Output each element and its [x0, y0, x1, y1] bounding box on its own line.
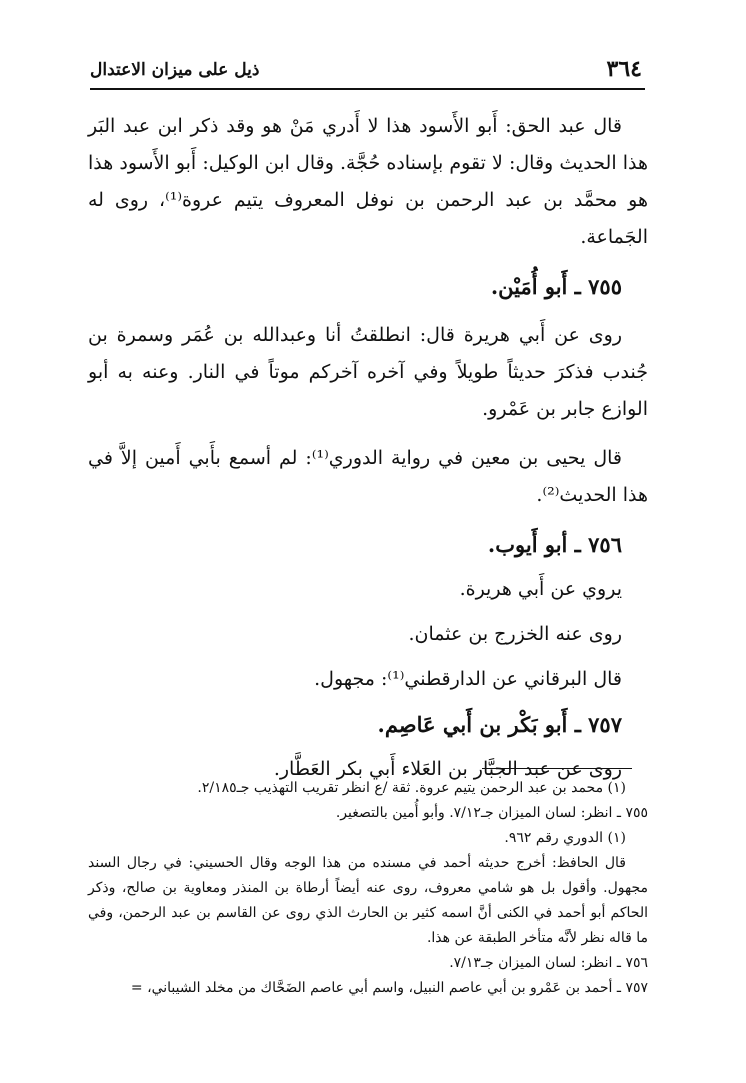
paragraph-755-ibn-main: قال يحيى بن معين في رواية الدوري⁽¹⁾: لم أسمع بأَبي أَمين إلاَّ في هذا الحديث⁽²⁾.	[88, 447, 648, 506]
entry-heading-757: ٧٥٧ ـ أَبو بَكْر بن أَبي عَاصِم.	[377, 712, 622, 737]
page-header	[90, 56, 642, 86]
footnote: (١) محمد بن عبد الرحمن يتيم عروة. ثقة /ع انظر تقريب التهذيب جـ٢/١٨٥.	[197, 780, 626, 796]
footnote: ٧٥٥ ـ انظر: لسان الميزان جـ٧/١٢. وأبو أُمين بالتصغير.	[335, 805, 648, 821]
entry-heading-756: ٧٥٦ ـ أبو أَيوب.	[487, 532, 622, 557]
paragraph-abd-al-haqq: قال عبد الحق: أَبو الأَسود هذا لا أَدري مَنْ هو وقد ذكر ابن عبد البَر هذا الحديث وقال: لا تقوم بإسناده حُجَّة. وقال ابن الوكيل: أَبو الأَسود هذا هو محمَّد بن عبد الرحمن بن نوفل المعروف يتيم عروة⁽¹⁾، روى له الجَماعة.	[88, 115, 649, 248]
running-title: ذيل على ميزان الاعتدال	[90, 60, 260, 80]
paragraph-757-narration: روى عن عبد الجبَّار بن العَلاء أَبي بكر العَطَّار.	[273, 758, 622, 780]
footnote: ٧٥٧ ـ أحمد بن عَمْرو بن أبي عاصم النبيل، واسم أبي عاصم الضَحَّاك من مخلد الشيباني، =	[130, 980, 648, 996]
footnote: (١) الدوري رقم ٩٦٢.	[504, 830, 626, 846]
main-text	[88, 108, 648, 788]
paragraph-756-narrator: روى عنه الخزرج بن عثمان.	[408, 623, 622, 645]
footnotes	[88, 776, 648, 1001]
paragraph-755-narration: روى عن أَبي هريرة قال: انطلقتُ أنا وعبدالله بن عُمَر وسمرة بن جُندب فذكرَ حديثاً طويلاً وفي آخره آخركم موتاً في النار. وعنه به أبو الوازع جابر بن عَمْرو.	[88, 324, 648, 420]
footnote-rule	[482, 768, 632, 769]
footnote: ٧٥٦ ـ انظر: لسان الميزان جـ٧/١٣.	[449, 955, 648, 971]
entry-heading-755: ٧٥٥ ـ أَبو أُمَيْن.	[490, 274, 622, 299]
paragraph-756-narrates: يروي عن أَبي هريرة.	[459, 578, 622, 600]
header-rule	[90, 88, 645, 90]
page-number: ٣٦٤	[606, 56, 642, 82]
footnote: قال الحافظ: أخرج حديثه أحمد في مسنده من هذا الوجه وقال الحسيني: في رجال السند مجهول. وأقول بل هو شامي معروف، روى عنه أيضاً أرطاة بن المنذر ومعاوية بن صالح، وذكر الحاكم أبو أحمد في الكنى أنَّ اسمه كثير بن الحارث الذي روى عن القاسم بن عبد الرحمن، وفي ما قاله نظر لأنَّه متأخر الطبقة عن هذا.	[88, 855, 648, 946]
paragraph-756-barqani: قال البرقاني عن الدارقطني⁽¹⁾: مجهول.	[314, 668, 622, 690]
